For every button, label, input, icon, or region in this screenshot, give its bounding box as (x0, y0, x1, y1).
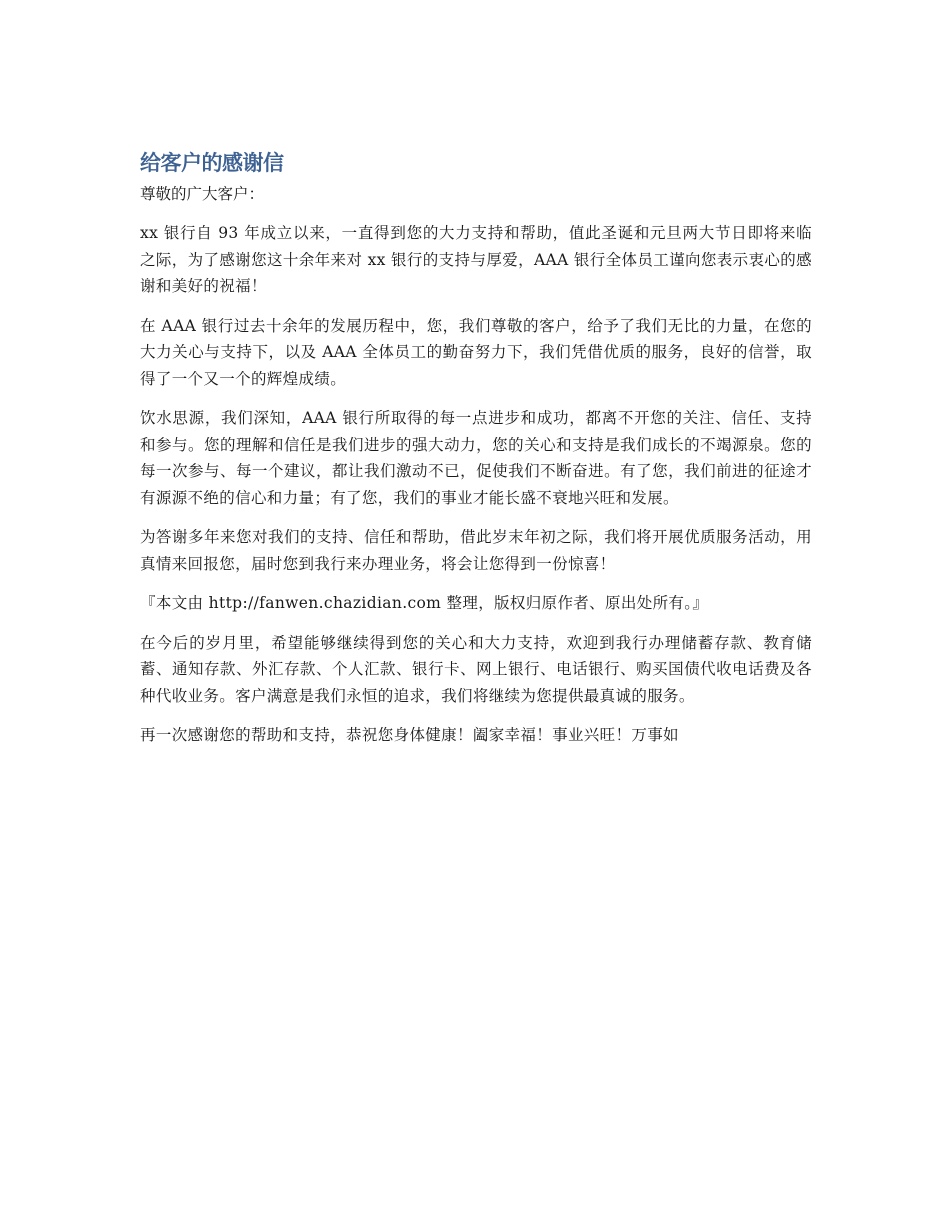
paragraph-service-event: 为答谢多年来您对我们的支持、信任和帮助，借此岁末年初之际，我们将开展优质服务活动，用真情来回报您，届时您到我行来办理业务，将会让您得到一份惊喜！ (140, 528, 812, 573)
salutation: 尊敬的广大客户： (140, 185, 265, 203)
paragraph-development-history: 在 AAA 银行过去十余年的发展历程中，您，我们尊敬的客户，给予了我们无比的力量，在您的大力关心与支持下，以及 AAA 全体员工的勤奋努力下，我们凭借优质的服务，良好的信誉，取得了一个又一个的辉煌成绩。 (140, 316, 812, 388)
document-page (140, 148, 812, 749)
document-title: 给客户的感谢信 (140, 151, 284, 175)
paragraph-closing-wishes: 再一次感谢您的帮助和支持，恭祝您身体健康！阖家幸福！事业兴旺！万事如 (140, 726, 679, 744)
paragraph-gratitude: 饮水思源，我们深知，AAA 银行所取得的每一点进步和成功，都离不开您的关注、信任、支持和参与。您的理解和信任是我们进步的强大动力，您的关心和支持是我们成长的不竭源泉。您的每一次参与、每一个建议，都让我们激动不已，促使我们不断奋进。有了您，我们前进的征途才有源源不绝的信心和力量；有了您，我们的事业才能长盛不衰地兴旺和发展。 (140, 409, 812, 507)
paragraph-future-services: 在今后的岁月里，希望能够继续得到您的关心和大力支持，欢迎到我行办理储蓄存款、教育储蓄、通知存款、外汇存款、个人汇款、银行卡、网上银行、电话银行、购买国债代收电话费及各种代收业务。客户满意是我们永恒的追求，我们将继续为您提供最真诚的服务。 (140, 633, 812, 705)
paragraph-founding-thanks: xx 银行自 93 年成立以来，一直得到您的大力支持和帮助，值此圣诞和元旦两大节日即将来临之际，为了感谢您这十余年来对 xx 银行的支持与厚爱，AAA 银行全体员工谨向您表示衷心的感谢和美好的祝福！ (140, 224, 812, 295)
source-notice: 『本文由 http://fanwen.chazidian.com 整理，版权归原作者、原出处所有。』 (140, 594, 709, 612)
